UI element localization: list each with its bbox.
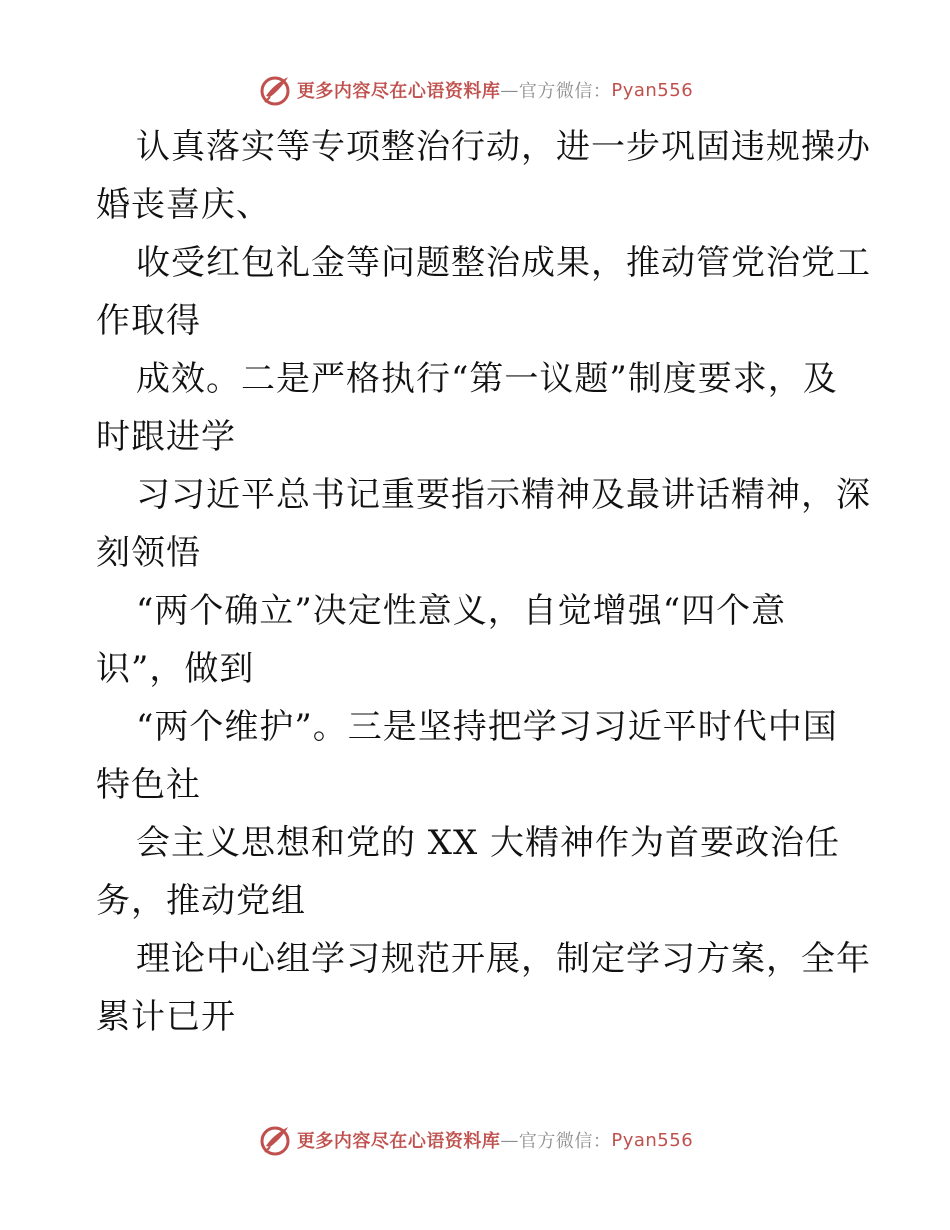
quill-pen-logo-icon — [257, 1122, 293, 1158]
watermark-separator: — — [500, 79, 519, 101]
body-line: 会主义思想和党的 XX 大精神作为首要政治任 — [136, 823, 841, 863]
body-line: “两个维护”。三是坚持把学习习近平时代中国 — [136, 707, 838, 747]
document-body — [96, 118, 871, 1046]
body-line: 刻领悟 — [96, 533, 201, 573]
body-line: 成效。二是严格执行“第一议题”制度要求，及 — [136, 359, 838, 399]
body-line: 习习近平总书记重要指示精神及最讲话精神，深 — [136, 475, 871, 515]
body-line: 认真落实等专项整治行动，进一步巩固违规操办 — [136, 127, 871, 167]
body-line: 务，推动党组 — [96, 881, 306, 921]
watermark-wechat-label: 官方微信： — [518, 81, 612, 102]
body-line: “两个确立”决定性意义，自觉增强“四个意 — [136, 591, 787, 631]
watermark-brand-text: 更多内容尽在心语资料库 — [296, 1131, 501, 1152]
footer-watermark — [0, 1120, 950, 1160]
body-line: 累计已开 — [96, 997, 236, 1037]
body-line: 识”，做到 — [96, 649, 255, 689]
body-line: 作取得 — [96, 301, 201, 341]
body-line: 理论中心组学习规范开展，制定学习方案，全年 — [136, 939, 871, 979]
watermark-brand-text: 更多内容尽在心语资料库 — [296, 81, 501, 102]
header-watermark — [0, 70, 950, 110]
body-line: 收受红包礼金等问题整治成果，推动管党治党工 — [136, 243, 871, 283]
body-line: 特色社 — [96, 765, 201, 805]
body-line: 婚丧喜庆、 — [96, 185, 271, 225]
watermark-separator: — — [500, 1129, 519, 1151]
watermark-wechat-id: Pyan556 — [611, 79, 694, 101]
watermark-wechat-label: 官方微信： — [518, 1131, 612, 1152]
quill-pen-logo-icon — [257, 72, 293, 108]
body-line: 时跟进学 — [96, 417, 236, 457]
watermark-wechat-id: Pyan556 — [611, 1129, 694, 1151]
